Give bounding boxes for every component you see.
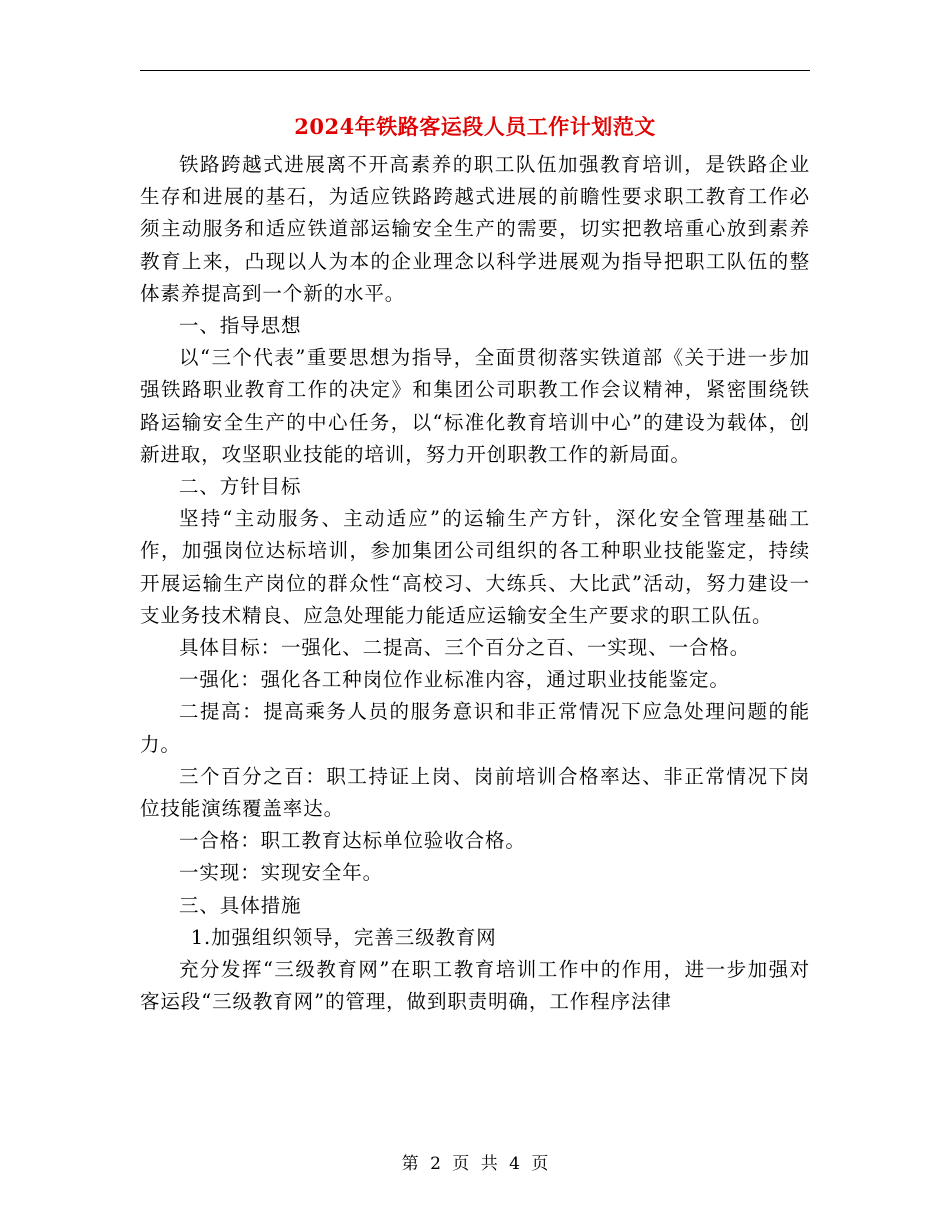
section-heading-measures: 三、具体措施: [179, 893, 302, 917]
document-body: [140, 149, 810, 1018]
goal-strengthen-paragraph: 一强化：强化各工种岗位作业标准内容，通过职业技能鉴定。: [179, 668, 730, 692]
section-heading-guiding-thought: 一、指导思想: [179, 314, 302, 338]
goal-achieve-paragraph: 一实现：实现安全年。: [179, 861, 384, 885]
header-rule: [140, 70, 810, 71]
specific-goals-paragraph: 具体目标：一强化、二提高、三个百分之百、一实现、一合格。: [179, 636, 751, 660]
document-title: 2024年铁路客运段人员工作计划范文: [294, 114, 656, 139]
page-number-footer: 第 2 页 共 4 页: [401, 1154, 549, 1174]
goal-qualified-paragraph: 一合格：职工教育达标单位验收合格。: [179, 829, 526, 853]
measure-1-paragraph: 充分发挥“三级教育网”在职工教育培训工作中的作用，进一步加强对客运段“三级教育网”的管理，做到职责明确，工作程序法律: [140, 958, 810, 1014]
intro-paragraph: 铁路跨越式进展离不开高素养的职工队伍加强教育培训，是铁路企业生存和进展的基石，为适应铁路跨越式进展的前瞻性要求职工教育工作必须主动服务和适应铁道部运输安全生产的需要，切实把教培重心放到素养教育上来，凸现以人为本的企业理念以科学进展观为指导把职工队伍的整体素养提高到一个新的水平。: [140, 153, 810, 305]
section-heading-goals: 二、方针目标: [179, 475, 302, 499]
guiding-thought-paragraph: 以“三个代表”重要思想为指导，全面贯彻落实铁道部《关于进一步加强铁路职业教育工作的决定》和集团公司职教工作会议精神，紧密围绕铁路运输安全生产的中心任务，以“标准化教育培训中心”的建设为载体，创新进取，攻坚职业技能的培训，努力开创职教工作的新局面。: [140, 346, 810, 466]
goal-three-hundred-percent-paragraph: 三个百分之百：职工持证上岗、岗前培训合格率达、非正常情况下岗位技能演练覆盖率达。: [140, 764, 810, 821]
goal-improve-paragraph: 二提高：提高乘务人员的服务意识和非正常情况下应急处理问题的能力。: [140, 700, 810, 756]
measure-item-1: 1.加强组织领导，完善三级教育网: [190, 925, 497, 949]
goals-paragraph: 坚持“主动服务、主动适应”的运输生产方针，深化安全管理基础工作，加强岗位达标培训，参加集团公司组织的各工种职业技能鉴定，持续开展运输生产岗位的群众性“高校习、大练兵、大比武”活动，努力建设一支业务技术精良、应急处理能力能适应运输安全生产要求的职工队伍。: [140, 507, 810, 627]
